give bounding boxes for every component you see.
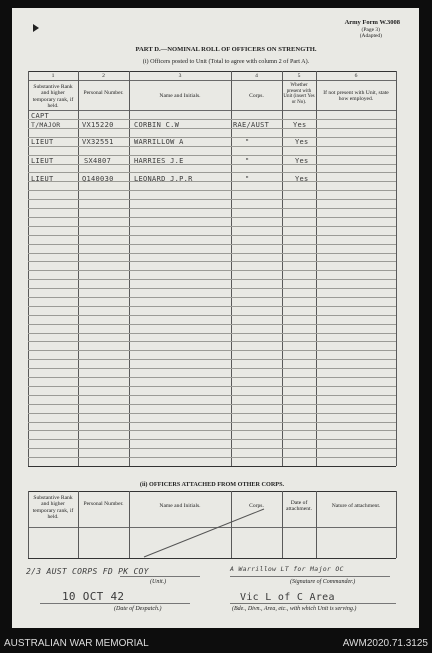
row-5-present: Yes <box>295 175 309 183</box>
bde-label: (Bde., Divn., Area, etc., with which Unit is serving.) <box>232 606 357 612</box>
signature-value: A Warrillow LT for Major OC <box>230 565 344 573</box>
corner-marker-icon <box>33 24 39 32</box>
form-adapted: (Adapted) <box>359 33 382 39</box>
unit-label: (Unit.) <box>150 579 167 585</box>
ruled-line <box>28 190 396 191</box>
date-value: 10 OCT 42 <box>62 590 125 603</box>
col-number-4: 4 <box>255 73 258 79</box>
ruled-line <box>28 368 396 369</box>
col-header-present: Whether present with Unit (insert Yes or No). <box>283 83 315 105</box>
ruled-line <box>28 288 396 289</box>
ruled-line <box>28 208 396 209</box>
row-2-present: Yes <box>293 121 307 129</box>
row-3-name: WARRILLOW A <box>134 138 184 146</box>
col-header-personal-number: Personal Number. <box>83 90 124 96</box>
s2-header-nature: Nature of attachment. <box>331 503 381 509</box>
ruled-line <box>28 333 396 334</box>
row-4-present: Yes <box>295 157 309 165</box>
row-4-name: HARRIES J.E <box>134 157 184 165</box>
ruled-line <box>28 439 396 440</box>
ruled-line <box>28 377 396 378</box>
unit-value: 2/3 AUST CORPS FD PK COY <box>26 567 149 576</box>
caption-bar <box>0 631 432 653</box>
ruled-line <box>28 119 396 120</box>
row-2-rank: T/MAJOR <box>31 121 61 129</box>
s2-header-corps: Corps. <box>249 503 264 509</box>
row-2-number: VX15220 <box>82 121 114 129</box>
row-5-corps: " <box>245 175 250 183</box>
ruled-line <box>28 395 396 396</box>
strike-through-line <box>140 505 270 560</box>
ruled-line <box>28 172 396 173</box>
col-header-name: Name and Initials. <box>159 93 201 99</box>
row-5-name: LEONARD J.P.R <box>134 175 193 183</box>
s2-header-date: Date of attachment. <box>286 500 312 513</box>
signature-label: (Signature of Commander.) <box>290 579 356 585</box>
ruled-line <box>28 315 396 316</box>
row-2-name: CORBIN C.W <box>134 121 180 129</box>
part-heading: PART D.—NOMINAL ROLL OF OFFICERS ON STRENGTH. <box>135 46 317 53</box>
row-3-rank: LIEUT <box>31 138 54 146</box>
date-label: (Date of Despatch.) <box>114 606 162 612</box>
ruled-line <box>28 324 396 325</box>
s2-header-personal-number: Personal Number. <box>83 501 124 507</box>
section1-heading: (i) Officers posted to Unit (Total to agree with column 2 of Part A). <box>142 58 310 65</box>
ruled-line <box>28 430 396 431</box>
row-3-present: Yes <box>295 138 309 146</box>
s2-header-name: Name and Initials. <box>159 503 201 509</box>
col-header-employment: If not present with Unit, state how employed. <box>323 90 389 103</box>
ruled-line <box>28 386 396 387</box>
row-5-number: Q140030 <box>82 175 114 183</box>
row-5-rank: LIEUT <box>31 175 54 183</box>
caption-right: AWM2020.71.3125 <box>342 638 428 649</box>
col-number-2: 2 <box>102 73 105 79</box>
col-number-3: 3 <box>178 73 182 79</box>
ruled-line <box>28 146 396 147</box>
ruled-line <box>28 270 396 271</box>
col-number-6: 6 <box>354 73 358 79</box>
col-header-rank: Substantive Rank and higher temporary rank, if held. <box>32 84 74 110</box>
ruled-line <box>28 350 396 351</box>
row-4-rank: LIEUT <box>31 157 54 165</box>
row-1-rank: CAPT <box>31 112 50 120</box>
row-3-corps: " <box>245 138 250 146</box>
row-4-number: SX4807 <box>84 157 112 165</box>
ruled-line <box>28 297 396 298</box>
ruled-line <box>28 155 396 156</box>
ruled-line <box>28 199 396 200</box>
col-number-5: 5 <box>297 73 301 79</box>
ruled-line <box>28 226 396 227</box>
form-title: Army Form W.3008 <box>344 19 400 26</box>
ruled-line <box>28 457 396 458</box>
col-header-corps: Corps. <box>249 93 264 99</box>
ruled-line <box>28 217 396 218</box>
caption-left: AUSTRALIAN WAR MEMORIAL <box>4 638 149 649</box>
ruled-line <box>28 404 396 405</box>
ruled-line <box>28 279 396 280</box>
ruled-line <box>28 422 396 423</box>
ruled-line <box>28 359 396 360</box>
ruled-line <box>28 448 396 449</box>
col-number-1: 1 <box>51 73 55 79</box>
ruled-line <box>28 235 396 236</box>
form-page-number: (Page 3) <box>361 27 380 33</box>
ruled-line <box>28 306 396 307</box>
section2-heading: (ii) OFFICERS ATTACHED FROM OTHER CORPS. <box>139 481 285 488</box>
ruled-line <box>28 413 396 414</box>
ruled-line <box>28 261 396 262</box>
bde-value: Vic L of C Area <box>240 592 335 603</box>
ruled-line <box>28 253 396 254</box>
ruled-line <box>28 244 396 245</box>
row-3-number: VX32551 <box>82 138 114 146</box>
row-4-corps: " <box>245 157 250 165</box>
s2-header-rank: Substantive Rank and higher temporary rank, if held. <box>32 495 74 521</box>
row-2-corps: RAE/AUST <box>233 121 270 129</box>
ruled-line <box>28 341 396 342</box>
